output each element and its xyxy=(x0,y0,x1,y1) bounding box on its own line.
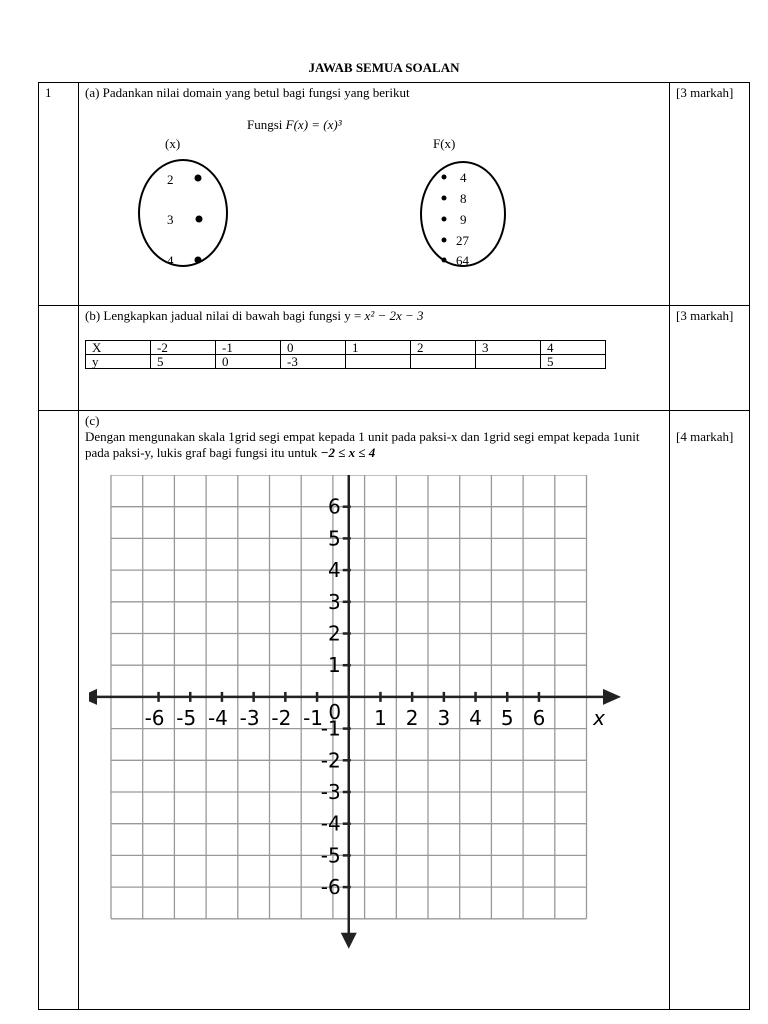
part-c-range: −2 ≤ x ≤ 4 xyxy=(320,445,376,460)
part-b-row xyxy=(39,306,750,411)
x-tick-label: 1 xyxy=(374,705,387,730)
part-a-cell xyxy=(79,83,670,306)
x-value: 2 xyxy=(411,341,476,355)
part-b-function: x² − 2x − 3 xyxy=(364,308,424,323)
part-b-text xyxy=(85,308,663,324)
y-tick-label: -3 xyxy=(320,780,341,804)
y-row xyxy=(86,355,606,369)
x-tick-label: 4 xyxy=(469,705,482,730)
domain-point xyxy=(195,175,202,182)
x-tick-label: 5 xyxy=(500,705,514,730)
function-prefix: Fungsi xyxy=(247,117,286,132)
x-tick-label: -6 xyxy=(144,705,165,730)
part-c-instruction: Dengan mengunakan skala 1grid segi empat kepada 1 unit pada paksi-x dan 1grid segi empat kepada 1unit pada paksi-y, lukis graf bagi fungsi itu untuk xyxy=(85,429,640,460)
y-header: y xyxy=(86,355,151,369)
y-tick-label: 6 xyxy=(328,494,341,519)
empty-number-cell xyxy=(39,411,79,1010)
codomain-value: 8 xyxy=(460,191,467,206)
y-value: 0 xyxy=(216,355,281,369)
y-value: -3 xyxy=(281,355,346,369)
y-tick-label: 2 xyxy=(328,621,341,646)
part-a-marks: [3 markah] xyxy=(670,83,750,306)
x-axis-left-arrow xyxy=(89,689,97,705)
origin-label: 0 xyxy=(328,699,342,724)
x-value: -1 xyxy=(216,341,281,355)
part-a-text: (a) Padankan nilai domain yang betul bagi fungsi yang berikut xyxy=(85,85,410,100)
x-value: 1 xyxy=(346,341,411,355)
x-header: X xyxy=(86,341,151,355)
empty-number-cell xyxy=(39,306,79,411)
codomain-value: 4 xyxy=(460,170,467,185)
codomain-value: 9 xyxy=(460,212,467,227)
part-c-text xyxy=(85,429,663,461)
x-row xyxy=(86,341,606,355)
x-value: 0 xyxy=(281,341,346,355)
y-tick-label: 1 xyxy=(328,653,341,678)
domain-point xyxy=(195,257,202,264)
codomain-value: 27 xyxy=(456,233,469,248)
page-title: JAWAB SEMUA SOALAN xyxy=(308,60,460,75)
part-c-label: (c) xyxy=(85,413,100,428)
x-tick-label: -2 xyxy=(271,705,292,730)
x-tick-label: -1 xyxy=(303,705,324,730)
codomain-label: F(x) xyxy=(433,136,456,151)
x-tick-label: -3 xyxy=(239,705,260,730)
y-value: 5 xyxy=(151,355,216,369)
y-tick-label: 5 xyxy=(328,526,341,551)
domain-label: (x) xyxy=(165,136,181,151)
y-tick-label: -1 xyxy=(320,716,341,741)
x-axis-label: x xyxy=(593,705,605,730)
y-tick-label: -5 xyxy=(320,843,341,868)
question-table xyxy=(38,82,750,1010)
y-tick-label: -4 xyxy=(320,811,341,836)
x-tick-label: 3 xyxy=(437,705,451,730)
domain-value: 2 xyxy=(167,172,174,187)
domain-oval xyxy=(137,157,233,269)
values-table xyxy=(85,340,606,369)
x-tick-label: 2 xyxy=(405,705,419,730)
y-tick-label: 3 xyxy=(328,589,341,614)
y-tick-label: 4 xyxy=(328,558,341,583)
part-c-cell xyxy=(79,411,670,1010)
y-value-blank[interactable] xyxy=(346,355,411,369)
x-value: 3 xyxy=(476,341,541,355)
part-c-marks: [4 markah] xyxy=(670,411,750,1010)
domain-value: 3 xyxy=(167,212,174,227)
x-axis-right-arrow xyxy=(603,689,621,705)
x-value: 4 xyxy=(541,341,606,355)
y-axis-down-arrow xyxy=(341,933,357,949)
y-value: 5 xyxy=(541,355,606,369)
x-tick-label: -4 xyxy=(207,705,228,730)
part-a-row xyxy=(39,83,750,306)
function-expr: F(x) = (x)³ xyxy=(285,117,342,132)
x-tick-label: 6 xyxy=(532,705,546,730)
codomain-value: 64 xyxy=(456,253,469,268)
part-b-prefix: (b) Lengkapkan jadual nilai di bawah bagi fungsi y = xyxy=(85,308,365,323)
x-tick-label: -5 xyxy=(176,705,197,730)
y-tick-label: -6 xyxy=(320,875,341,900)
y-value-blank[interactable] xyxy=(411,355,476,369)
y-value-blank[interactable] xyxy=(476,355,541,369)
domain-point xyxy=(196,216,203,223)
part-b-cell xyxy=(79,306,670,411)
part-b-marks: [3 markah] xyxy=(670,306,750,411)
part-c-row xyxy=(39,411,750,1010)
y-tick-label: -2 xyxy=(320,748,341,773)
graph-grid[interactable] xyxy=(89,475,629,981)
domain-value: 4 xyxy=(167,253,174,268)
function-line xyxy=(247,117,342,133)
x-value: -2 xyxy=(151,341,216,355)
question-number: 1 xyxy=(39,83,79,306)
